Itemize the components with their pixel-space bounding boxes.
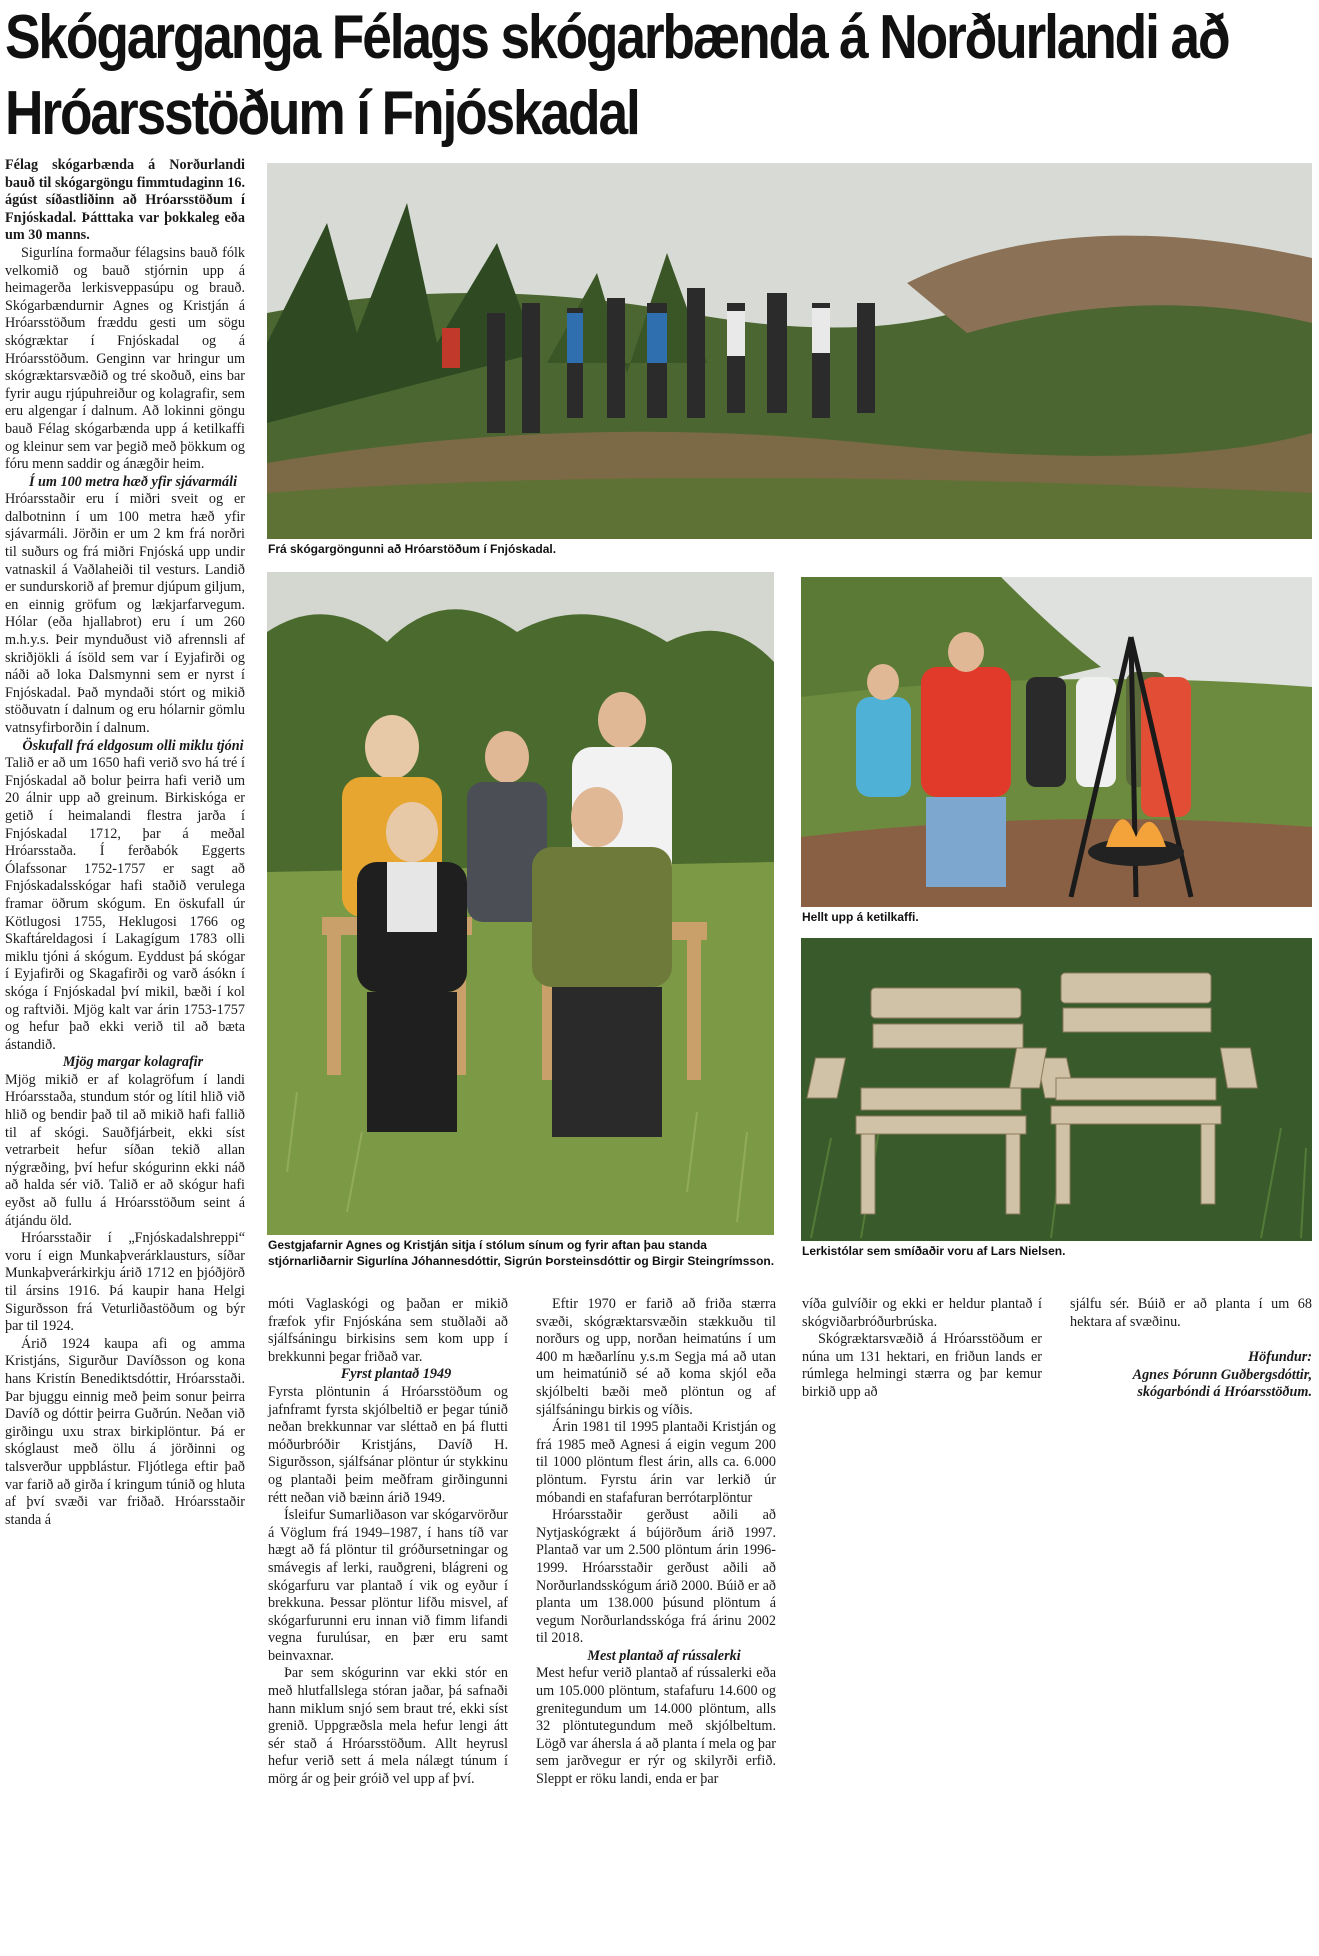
article-column-4	[802, 1296, 1042, 1402]
body-paragraph: Árin 1981 til 1995 plantaði Kristján og frá 1985 með Agnesi á eigin vegum 200 til 1000 plöntum flest árin, alls ca. 6.000 plöntum. Fyrstu árin var lerkið úr móbandi en stafafuran berrótarplöntur	[536, 1419, 776, 1506]
author-name: Agnes Þórunn Guðbergsdóttir, skógarbóndi á Hróarsstöðum.	[1132, 1366, 1312, 1401]
body-paragraph: Ísleifur Sumarliðason var skógarvörður á Vöglum frá 1949–1987, í hans tíð var hægt að fá plöntur til gróðursetningar og smávegis af lerki, rauðgreni, blágreni og skógarfuru var plantað í vik og eyður í brekkuna. Þessar plöntur lifðu misvel, af skógarfurunni eru innan við fimm lifandi vegna furulúsar, en þær eru samt beinvaxnar.	[268, 1507, 508, 1664]
photo-caption: Lerkistólar sem smíðaðir voru af Lars Nielsen.	[802, 1244, 1066, 1258]
body-paragraph: Skógræktarsvæðið á Hróarsstöðum er núna um 131 hektari, en friðun lands er rúmlega helmingi stærra og þar kemur birkið upp að	[802, 1331, 1042, 1400]
lead-paragraph: Félag skógarbænda á Norðurlandi bauð til skógargöngu fimmtudaginn 16. ágúst síðastliðinn að Hróarsstöðum í Fnjóskadal. Þátttaka var þokkaleg eða um 30 manns.	[5, 157, 245, 244]
photo-caption: Gestgjafarnir Agnes og Kristján sitja í stólum sínum og fyrir aftan þau standa stjórnarliðarnir Sigurlína Jóhannesdóttir, Sigrún Þorsteinsdóttir og Birgir Steingrímsson.	[268, 1238, 775, 1268]
photo-caption: Hellt upp á ketilkaffi.	[802, 910, 919, 924]
author-label: Höfundur:	[1248, 1349, 1312, 1366]
body-paragraph: Mest hefur verið plantað af rússalerki eða um 105.000 plöntum, stafafuru 14.600 og grenitegundum um 14.000 plöntum, alls 32 plöntutegundum með skjólbeltum. Lögð var áhersla á að planta í mela og þar sem jarðvegur er rýr og skilyrði erfið. Sleppt er röku landi, enda er þar	[536, 1665, 776, 1788]
subheading: Fyrst plantað 1949	[340, 1366, 452, 1383]
body-paragraph: Fyrsta plöntunin á Hróarsstöðum og jafnframt fyrsta skjólbeltið er þegar túnið neðan brekkunnar var sléttað en þá flutti móðurbróðir Kristjáns, Davíð H. Sigurðsson, sjálfsánar plöntur úr stykkinu og plantaði þeim meðfram girðingunni rétt neðan við bæinn árið 1949.	[268, 1383, 508, 1506]
body-paragraph: víða gulvíðir og ekki er heldur plantað í skógviðarbróðurbrúska.	[802, 1296, 1042, 1330]
subheading: Mest plantað af rússalerki	[587, 1647, 741, 1664]
subheading: Í um 100 metra hæð yfir sjávarmáli	[28, 473, 238, 490]
subheading: Öskufall frá eldgosum olli miklu tjóni	[22, 737, 244, 754]
photo-forest-walk	[267, 163, 1312, 539]
body-paragraph: Talið er að um 1650 hafi verið svo há tré í Fnjóskadal að bolur þeirra hafi verið um 20 álnir upp að greinum. Birkiskóga er getið í heimalandi flestra jarða í Fnjóskadal 1712, þar á meðal Hróarsstaða. Í ferðabók Eggerts Ólafssonar 1752-1757 er sagt að Fnjóskadalsskógar hafi staðið verulega framar öðrum skógum. En öskufall úr Kötlugosi 1755, Heklugosi 1766 og Skaftáreldagosi í Lakagígum 1783 olli miklu tjóni á skógum. Eyddust þá skógar í Eyjafirði og Skagafirði og varð ásókn í skóga í Fnjóskadal því mikil, bæði í kol og raftviði. Mjög kalt var árin 1753-1757 og hefur það ekki verið til að bæta ástandið.	[5, 755, 245, 1053]
body-paragraph: Hróarsstaðir gerðust aðili að Nytjaskógrækt á bújörðum árið 1997. Plantað var um 2.500 plöntum árin 1996-1999. Hróarsstaðir gerðust aðili að Norðurlandsskógum árið 2000. Búið er að planta um 138.000 þúsund plöntum á vegum Norðurlandsskóga frá árinu 2002 til 2018.	[536, 1507, 776, 1647]
photo-larch-chairs	[801, 938, 1312, 1241]
body-paragraph: Eftir 1970 er farið að friða stærra svæði, skógræktarsvæðin stækkuðu til norðurs og upp, norðan heimatúns í um 400 m hæðarlínu y.s.m Segja má að utan um heimatúnið sé að koma skjól eða skjólbelti bæði með plöntun og af sjálfsáningu birkis og víðis.	[536, 1296, 776, 1418]
body-paragraph: móti Vaglaskógi og þaðan er mikið fræfok yfir Fnjóskána sem stuðlaði að sjálfsáningu birkisins sem kom upp í brekkunni þegar friðað var.	[268, 1296, 508, 1365]
body-paragraph: Þar sem skógurinn var ekki stór en með hlutfallslega stóran jaðar, þá safnaði hann miklum snjó sem braut tré, ekki síst grenið. Uppgræðsla mela hefur lengi átt sér stað á Hróarsstöðum. Allt heyrusl hefur verið sett á mela nálægt túnum í mörg ár og þeir gróið vel upp af því.	[268, 1665, 508, 1788]
article-headline: Skógarganga Félags skógarbænda á Norðurlandi að Hróarsstöðum í Fnjóskadal	[5, 3, 1229, 148]
body-paragraph: Hróarsstaðir í „Fnjóskadalshreppi“ voru í eign Munkaþverárklausturs, síðar Munkaþverárkirkju árið 1712 en þjóðjörð til ársins 1916. Þá kaupir hana Helgi Sigurðsson frá Veturliðastöðum og býr þar til 1924.	[5, 1230, 245, 1335]
body-paragraph: Hróarsstaðir eru í miðri sveit og er dalbotninn í um 100 metra hæð yfir sjávarmáli. Jörðin er um 2 km frá norðri til suðurs og frá miðri Fnjóská upp undir vatnaskil á Vaðlaheiði til vesturs. Landið er sundurskorið af þremur djúpum giljum, en einnig gröfum og lækjarfarvegum. Hólar (eða hjallabrot) eru í um 260 m.h.y.s. Þeir mynduðust við afrennsli af skriðjökli á ísöld sem var í Eyjafirði og náði að loka Dalsmynni sem er nyrst í Fnjóskadal. Það myndaði stórt og mikið stöðuvatn í dalnum og eru hólarnir gömlu vatnsyfirborðin í dalnum.	[5, 491, 245, 736]
article-column-2	[268, 1296, 508, 1789]
photo-kettle-coffee	[801, 577, 1312, 907]
article-column-1	[5, 157, 245, 1529]
body-paragraph: Mjög mikið er af kolagröfum í landi Hróarsstaða, stundum stór og lítil hlið við hlið og bendir það til að mikið hafi fallið til af skógi. Sauðfjárbeit, ekki síst vetrarbeit hefur síðan tekið allan nýgræðing, því hefur skógurinn ekki náð að halda sér við. Talið er að skógur hafi eyðst að fullu á Hróarsstöðum seint á átjándu öld.	[5, 1071, 245, 1229]
photo-hosts-in-chairs	[267, 572, 774, 1235]
body-paragraph: Sigurlína formaður félagsins bauð fólk velkomið og bauð stjórnin upp á heimagerða lerkisveppasúpu og brauð. Skógarbændurnir Agnes og Kristján á Hróarsstöðum fræddu gesti um sögu skógræktar í Fnjóskadal og á Hróarsstöðum. Genginn var hringur um skógræktarsvæðið og tré skoðuð, eins bar fyrir augu rjúpuhreiður og kolagrafir, sem eru algengar í dalnum. Að lokinni göngu bauð Félag skógarbænda upp á ketilkaffi og kleinur sem var þegið með þökkum og fóru menn saddir og ánægðir heim.	[5, 244, 245, 473]
article-column-3	[536, 1296, 776, 1789]
author-byline	[1070, 1349, 1312, 1402]
body-paragraph: sjálfu sér. Búið er að planta í um 68 hektara af svæðinu.	[1070, 1296, 1312, 1330]
subheading: Mjög margar kolagrafir	[62, 1054, 204, 1071]
article-column-5	[1070, 1296, 1312, 1402]
photo-caption: Frá skógargöngunni að Hróarstöðum í Fnjóskadal.	[268, 542, 557, 556]
body-paragraph: Árið 1924 kaupa afi og amma Kristjáns, Sigurður Davíðsson og kona hans Kristín Benediktsdóttir, Hróarsstaði. Þar bjuggu einnig með þeim sonur þeirra Davíð og dóttir þeirra Guðrún. Neðan við girðingu uxu strax birkiplöntur. Þá er skóglaust með öllu á jörðinni og talsverður uppblástur. Fljótlega eftir það var farið að girða í kringum túnið og hluta af því svæði var friðað. Hróarsstaðir standa á	[5, 1335, 245, 1528]
